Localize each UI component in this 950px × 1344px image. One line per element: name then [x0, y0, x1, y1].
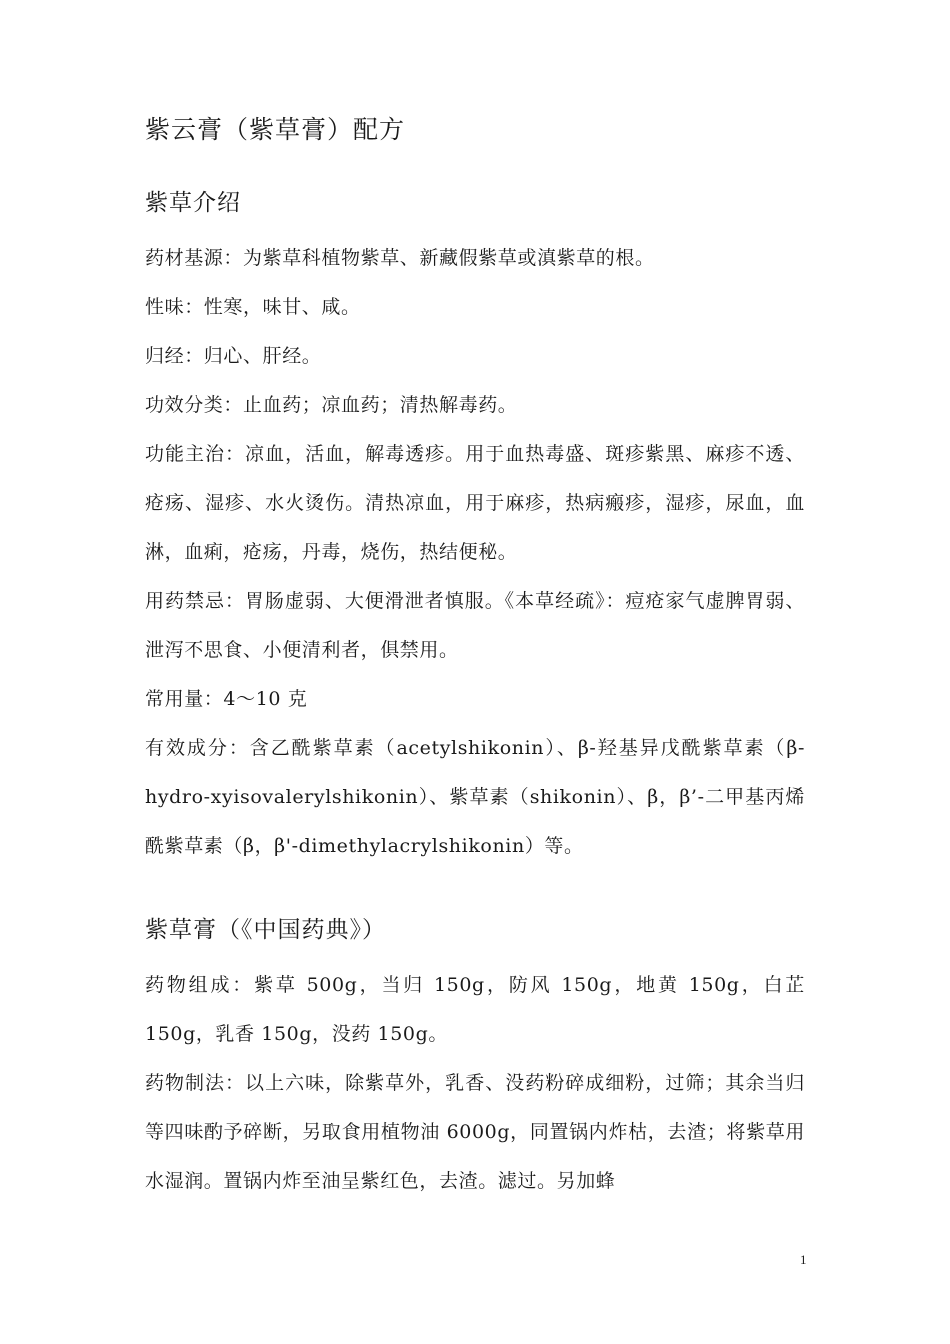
paragraph-active-ingredients: 有效成分：含乙酰紫草素（acetylshikonin）、β-羟基异戊酰紫草素（β-hydro-xyisovalerylshikonin）、紫草素（shikonin）、β，β’-二甲基丙烯酰紫草素（β，β'-dimethylacrylshikonin）等。	[145, 737, 805, 857]
paragraph-preparation: 药物制法：以上六味，除紫草外，乳香、没药粉碎成细粉，过筛；其余当归等四味酌予碎断，另取食用植物油 6000g，同置锅内炸枯，去渣；将紫草用水湿润。置锅内炸至油呈紫红色，去渣。滤过。另加蜂	[145, 1072, 805, 1192]
paragraph-composition: 药物组成：紫草 500g，当归 150g，防风 150g，地黄 150g，白芷 150g，乳香 150g，没药 150g。	[145, 974, 805, 1045]
section-heading-zicao-ointment: 紫草膏（《中国药典》）	[145, 917, 386, 943]
paragraph-efficacy-class: 功效分类：止血药；凉血药；清热解毒药。	[145, 394, 518, 416]
page-number: 1	[800, 1252, 807, 1267]
paragraph-dosage: 常用量：4～10 克	[145, 688, 308, 710]
paragraph-contraindications: 用药禁忌：胃肠虚弱、大便滑泄者慎服。《本草经疏》：痘疮家气虚脾胃弱、泄泻不思食、小便清利者，俱禁用。	[145, 590, 805, 661]
paragraph-source: 药材基源：为紫草科植物紫草、新藏假紫草或滇紫草的根。	[145, 247, 655, 269]
paragraph-meridian: 归经：归心、肝经。	[145, 345, 322, 367]
paragraph-indications: 功能主治：凉血，活血，解毒透疹。用于血热毒盛、斑疹紫黑、麻疹不透、疮疡、湿疹、水火烫伤。清热凉血，用于麻疹，热病瘢疹，湿疹，尿血，血淋，血痢，疮疡，丹毒，烧伤，热结便秘。	[145, 443, 805, 563]
paragraph-nature-taste: 性味：性寒，味甘、咸。	[145, 296, 361, 318]
section-heading-zicao-intro: 紫草介绍	[145, 190, 241, 216]
document-title: 紫云膏（紫草膏）配方	[145, 115, 406, 144]
document-content	[145, 112, 805, 1206]
